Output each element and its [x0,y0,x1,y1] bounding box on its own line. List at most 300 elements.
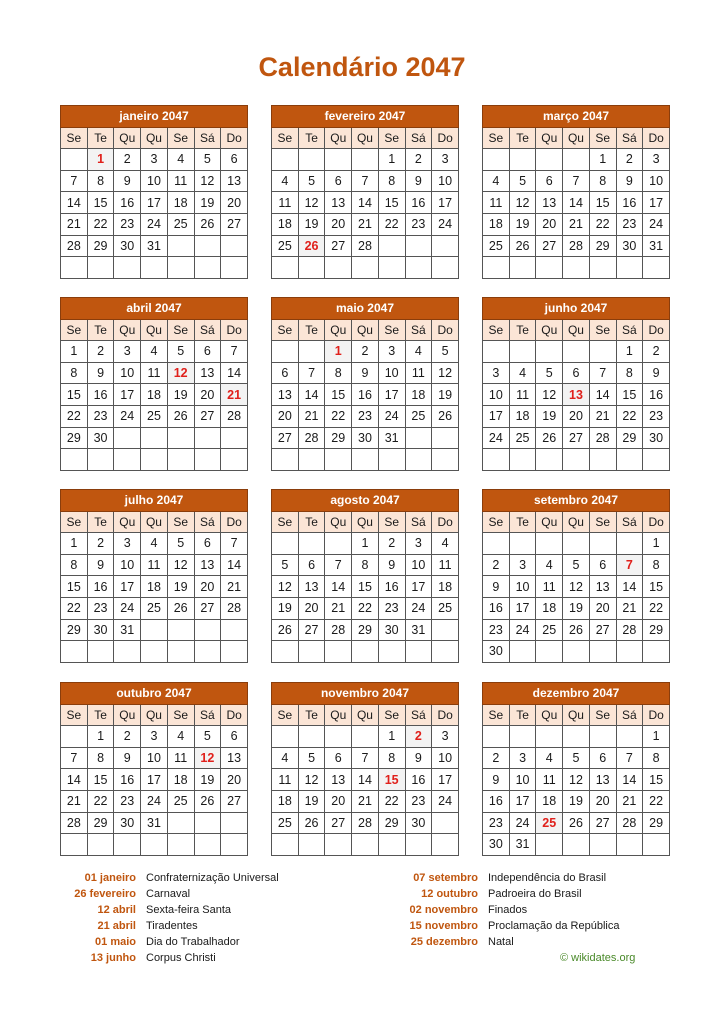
empty-day-cell [378,235,405,257]
day-cell: 12 [432,362,459,384]
day-cell: 22 [616,405,643,427]
holiday-date: 25 dezembro [410,936,478,948]
weekday-label: Te [509,319,536,341]
weekday-label: Qu [325,319,352,341]
empty-day-cell [432,449,459,471]
day-cell: 4 [141,533,168,555]
empty-day-cell [194,641,221,663]
day-cell: 4 [272,170,299,192]
month-title: dezembro 2047 [483,683,670,705]
day-cell: 8 [643,747,670,769]
day-cell: 16 [352,384,379,406]
day-cell: 6 [221,149,248,171]
holiday-name: Carnaval [146,888,191,900]
day-cell: 18 [483,213,510,235]
weekday-label: Qu [114,511,141,533]
day-cell: 19 [432,384,459,406]
empty-day-cell [432,235,459,257]
day-cell: 30 [483,834,510,856]
day-cell: 25 [536,619,563,641]
page-title: Calendário 2047 [258,52,466,82]
day-cell: 27 [325,235,352,257]
day-cell: 3 [378,341,405,363]
day-cell: 6 [325,170,352,192]
day-cell: 24 [509,619,536,641]
day-cell: 3 [483,362,510,384]
day-cell: 21 [352,790,379,812]
day-cell: 17 [509,790,536,812]
holiday-date: 15 novembro [409,920,478,932]
day-cell: 16 [114,192,141,214]
holiday-date: 13 junho [90,952,136,964]
day-cell: 16 [114,769,141,791]
empty-day-cell [432,812,459,834]
weekday-label: Se [272,127,299,149]
day-cell: 28 [616,812,643,834]
day-cell: 10 [643,170,670,192]
day-cell: 14 [563,192,590,214]
holiday-name: Sexta-feira Santa [146,904,231,916]
day-cell: 16 [405,769,432,791]
day-cell: 2 [87,533,114,555]
empty-day-cell [563,726,590,748]
holiday-entry [30,950,279,966]
holiday-day-cell: 25 [536,812,563,834]
credit: © wikidates.org [560,952,636,964]
empty-day-cell [61,257,88,279]
empty-day-cell [378,834,405,856]
holiday-day-cell: 12 [194,747,221,769]
empty-day-cell [272,533,299,555]
day-cell: 7 [352,170,379,192]
day-cell: 24 [509,812,536,834]
empty-day-cell [589,533,616,555]
day-cell: 19 [167,576,194,598]
empty-day-cell [87,834,114,856]
empty-day-cell [509,341,536,363]
empty-day-cell [563,341,590,363]
day-cell: 4 [141,341,168,363]
day-cell: 25 [167,790,194,812]
day-cell: 8 [61,554,88,576]
day-cell: 27 [194,597,221,619]
holiday-entry [30,870,279,886]
day-cell: 14 [589,384,616,406]
weekday-label: Se [378,319,405,341]
day-cell: 15 [352,576,379,598]
holiday-day-cell: 26 [298,235,325,257]
day-cell: 1 [643,533,670,555]
weekday-label: Do [221,511,248,533]
day-cell: 23 [483,619,510,641]
weekday-label: Se [378,127,405,149]
weekday-label: Te [87,319,114,341]
holiday-entry [372,918,619,934]
weekday-label: Do [432,511,459,533]
empty-day-cell [194,449,221,471]
day-cell: 8 [352,554,379,576]
empty-day-cell [298,149,325,171]
day-cell: 6 [325,747,352,769]
empty-day-cell [589,726,616,748]
day-cell: 26 [167,597,194,619]
day-cell: 22 [378,790,405,812]
month-title: fevereiro 2047 [272,106,459,128]
empty-day-cell [167,834,194,856]
day-cell: 21 [589,405,616,427]
day-cell: 18 [272,790,299,812]
day-cell: 25 [483,235,510,257]
weekday-label: Sá [194,704,221,726]
day-cell: 18 [272,213,299,235]
month-calendar [60,105,248,279]
day-cell: 6 [589,554,616,576]
weekday-label: Qu [141,704,168,726]
empty-day-cell [589,341,616,363]
day-cell: 19 [194,192,221,214]
day-cell: 23 [114,790,141,812]
day-cell: 2 [616,149,643,171]
day-cell: 22 [87,213,114,235]
day-cell: 14 [616,576,643,598]
weekday-label: Sá [616,319,643,341]
day-cell: 19 [563,790,590,812]
day-cell: 31 [405,619,432,641]
day-cell: 19 [194,769,221,791]
day-cell: 2 [483,747,510,769]
empty-day-cell [616,449,643,471]
day-cell: 1 [643,726,670,748]
empty-day-cell [352,257,379,279]
day-cell: 1 [378,149,405,171]
weekday-label: Se [589,704,616,726]
day-cell: 25 [272,235,299,257]
empty-day-cell [616,533,643,555]
day-cell: 17 [432,192,459,214]
day-cell: 26 [194,213,221,235]
day-cell: 9 [114,170,141,192]
month-calendar [271,682,459,856]
day-cell: 26 [194,790,221,812]
day-cell: 5 [298,747,325,769]
day-cell: 21 [616,597,643,619]
day-cell: 30 [352,427,379,449]
weekday-label: Do [643,511,670,533]
day-cell: 3 [114,341,141,363]
day-cell: 20 [272,405,299,427]
day-cell: 18 [405,384,432,406]
empty-day-cell [563,834,590,856]
empty-day-cell [483,449,510,471]
weekday-label: Qu [536,127,563,149]
day-cell: 23 [114,213,141,235]
day-cell: 19 [536,405,563,427]
weekday-label: Te [298,127,325,149]
empty-day-cell [194,619,221,641]
day-cell: 7 [352,747,379,769]
holiday-date: 12 abril [97,904,136,916]
day-cell: 6 [563,362,590,384]
day-cell: 28 [61,235,88,257]
day-cell: 4 [536,747,563,769]
day-cell: 27 [272,427,299,449]
day-cell: 29 [325,427,352,449]
holiday-name: Natal [488,936,514,948]
empty-day-cell [325,726,352,748]
weekday-label: Se [378,511,405,533]
holiday-name: Proclamação da República [488,920,620,932]
day-cell: 15 [643,576,670,598]
empty-day-cell [221,812,248,834]
day-cell: 17 [405,576,432,598]
holiday-entry [372,934,619,950]
day-cell: 16 [483,790,510,812]
empty-day-cell [325,533,352,555]
day-cell: 5 [432,341,459,363]
day-cell: 6 [194,533,221,555]
weekday-label: Se [589,319,616,341]
day-cell: 12 [536,384,563,406]
day-cell: 11 [272,769,299,791]
weekday-label: Sá [194,511,221,533]
day-cell: 28 [298,427,325,449]
month-title: julho 2047 [61,490,248,512]
day-cell: 14 [352,769,379,791]
day-cell: 24 [432,790,459,812]
empty-day-cell [563,449,590,471]
empty-day-cell [616,641,643,663]
day-cell: 10 [432,170,459,192]
day-cell: 27 [194,405,221,427]
day-cell: 24 [378,405,405,427]
day-cell: 7 [589,362,616,384]
day-cell: 3 [509,747,536,769]
empty-day-cell [87,257,114,279]
day-cell: 16 [483,597,510,619]
weekday-label: Sá [616,511,643,533]
day-cell: 24 [141,790,168,812]
weekday-label: Sá [616,704,643,726]
empty-day-cell [643,641,670,663]
empty-day-cell [272,834,299,856]
day-cell: 11 [141,362,168,384]
empty-day-cell [352,449,379,471]
weekday-label: Te [509,127,536,149]
day-cell: 13 [325,192,352,214]
weekday-label: Do [221,704,248,726]
day-cell: 24 [141,213,168,235]
empty-day-cell [325,641,352,663]
day-cell: 20 [325,213,352,235]
day-cell: 7 [616,747,643,769]
day-cell: 17 [141,769,168,791]
empty-day-cell [536,449,563,471]
weekday-label: Se [167,319,194,341]
day-cell: 17 [378,384,405,406]
day-cell: 26 [432,405,459,427]
day-cell: 27 [325,812,352,834]
day-cell: 5 [167,533,194,555]
holiday-legend-left [30,870,279,966]
empty-day-cell [167,427,194,449]
day-cell: 26 [272,619,299,641]
day-cell: 3 [432,726,459,748]
empty-day-cell [221,641,248,663]
day-cell: 24 [483,427,510,449]
weekday-label: Qu [114,704,141,726]
day-cell: 24 [405,597,432,619]
day-cell: 27 [221,213,248,235]
empty-day-cell [378,449,405,471]
empty-day-cell [221,619,248,641]
day-cell: 2 [87,341,114,363]
day-cell: 2 [405,149,432,171]
day-cell: 14 [61,192,88,214]
empty-day-cell [405,427,432,449]
day-cell: 31 [378,427,405,449]
day-cell: 10 [141,170,168,192]
day-cell: 19 [298,790,325,812]
empty-day-cell [509,149,536,171]
day-cell: 12 [298,769,325,791]
day-cell: 12 [298,192,325,214]
empty-day-cell [141,449,168,471]
day-cell: 20 [298,597,325,619]
empty-day-cell [432,834,459,856]
day-cell: 16 [87,384,114,406]
day-cell: 26 [509,235,536,257]
day-cell: 7 [221,341,248,363]
day-cell: 18 [141,384,168,406]
weekday-label: Qu [114,319,141,341]
empty-day-cell [563,149,590,171]
day-cell: 6 [272,362,299,384]
day-cell: 10 [509,576,536,598]
empty-day-cell [536,341,563,363]
day-cell: 30 [114,812,141,834]
day-cell: 28 [221,597,248,619]
day-cell: 31 [114,619,141,641]
weekday-label: Se [483,127,510,149]
day-cell: 23 [483,812,510,834]
day-cell: 11 [167,170,194,192]
empty-day-cell [167,619,194,641]
weekday-label: Qu [141,319,168,341]
day-cell: 11 [167,747,194,769]
weekday-label: Qu [563,127,590,149]
month-title: agosto 2047 [272,490,459,512]
day-cell: 20 [221,769,248,791]
holiday-day-cell: 1 [87,149,114,171]
day-cell: 21 [616,790,643,812]
day-cell: 20 [589,597,616,619]
day-cell: 29 [643,812,670,834]
day-cell: 18 [536,597,563,619]
weekday-label: Do [221,319,248,341]
empty-day-cell [643,449,670,471]
day-cell: 21 [563,213,590,235]
day-cell: 5 [272,554,299,576]
day-cell: 9 [378,554,405,576]
day-cell: 15 [616,384,643,406]
empty-day-cell [194,812,221,834]
day-cell: 13 [325,769,352,791]
holiday-date: 01 janeiro [84,872,136,884]
month-calendar [271,297,459,471]
day-cell: 10 [114,554,141,576]
empty-day-cell [509,449,536,471]
day-cell: 29 [87,812,114,834]
weekday-label: Sá [405,319,432,341]
weekday-label: Qu [563,319,590,341]
day-cell: 2 [352,341,379,363]
day-cell: 9 [483,576,510,598]
empty-day-cell [221,449,248,471]
day-cell: 23 [643,405,670,427]
day-cell: 27 [589,812,616,834]
empty-day-cell [563,533,590,555]
weekday-label: Se [483,704,510,726]
weekday-label: Se [589,511,616,533]
weekday-label: Te [87,127,114,149]
day-cell: 23 [616,213,643,235]
empty-day-cell [432,257,459,279]
day-cell: 27 [589,619,616,641]
empty-day-cell [141,427,168,449]
day-cell: 30 [483,641,510,663]
empty-day-cell [325,834,352,856]
month-calendar [271,105,459,279]
day-cell: 18 [536,790,563,812]
day-cell: 25 [272,812,299,834]
day-cell: 29 [352,619,379,641]
weekday-label: Se [167,511,194,533]
month-calendar [482,105,670,279]
weekday-label: Qu [352,511,379,533]
day-cell: 9 [87,554,114,576]
weekday-label: Do [643,319,670,341]
weekday-label: Do [432,127,459,149]
day-cell: 5 [563,747,590,769]
day-cell: 5 [194,149,221,171]
empty-day-cell [61,149,88,171]
day-cell: 21 [61,213,88,235]
day-cell: 30 [114,235,141,257]
holiday-day-cell: 13 [563,384,590,406]
day-cell: 26 [563,619,590,641]
day-cell: 11 [536,769,563,791]
month-calendar [60,489,248,663]
day-cell: 8 [378,170,405,192]
day-cell: 30 [378,619,405,641]
day-cell: 7 [563,170,590,192]
holiday-date: 01 maio [95,936,136,948]
holiday-name: Confraternização Universal [146,872,279,884]
day-cell: 7 [61,747,88,769]
day-cell: 29 [616,427,643,449]
day-cell: 28 [325,619,352,641]
day-cell: 15 [87,769,114,791]
empty-day-cell [221,834,248,856]
day-cell: 16 [378,576,405,598]
weekday-label: Qu [141,127,168,149]
day-cell: 11 [509,384,536,406]
day-cell: 1 [61,341,88,363]
day-cell: 29 [643,619,670,641]
empty-day-cell [589,641,616,663]
empty-day-cell [325,449,352,471]
empty-day-cell [352,149,379,171]
